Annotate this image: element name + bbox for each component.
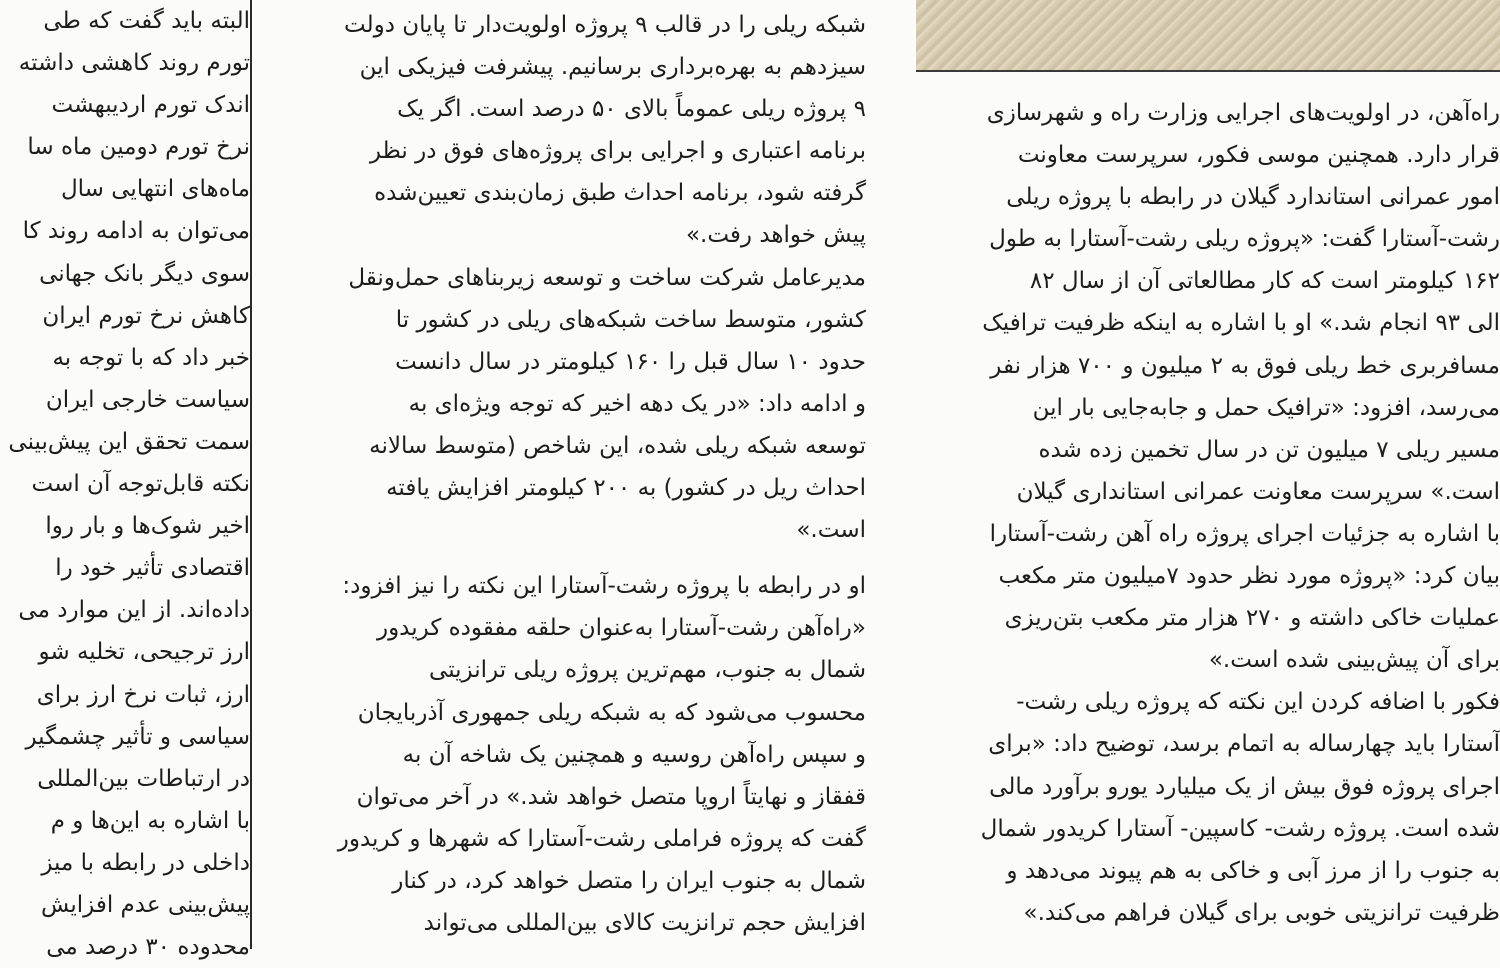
text-line: داده‌اند. از این موارد می xyxy=(18,597,250,624)
text-line: او در رابطه با پروژه رشت-آستارا این نکته را نیز افزود: xyxy=(342,573,866,600)
text-line: محسوب می‌شود که به شبکه ریلی جمهوری آذربایجان xyxy=(357,699,866,726)
text-line: ماه‌های انتهایی سال xyxy=(60,176,250,203)
text-line: سیزدهم به بهره‌برداری برسانیم. پیشرفت فیزیکی این xyxy=(359,54,866,81)
text-line: است.» سرپرست معاونت عمرانی استانداری گیلان xyxy=(1016,478,1500,505)
text-line: عملیات خاکی داشته و ۲۷۰ هزار متر مکعب بتن‌ریزی xyxy=(1004,605,1500,632)
text-line: سیاسی و تأثیر چشمگیر xyxy=(25,723,250,750)
text-line: محدوده ۳۰ درصد می xyxy=(46,934,250,961)
text-line: بیان کرد: «پروژه مورد نظر حدود ۷میلیون متر مکعب xyxy=(998,563,1500,590)
text-line: اقتصادی تأثیر خود را xyxy=(55,555,250,582)
text-line: می‌توان به ادامه روند کا xyxy=(22,218,250,245)
text-line: توسعه شبکه ریلی شده، این شاخص (متوسط سالانه xyxy=(369,432,866,459)
text-line: البته باید گفت که طی xyxy=(43,8,250,34)
text-line: امور عمرانی استاندارد گیلان در رابطه با پروژه ریلی xyxy=(1006,184,1500,211)
text-line: راه‌آهن، در اولویت‌های اجرایی وزارت راه و شهرسازی xyxy=(986,100,1500,126)
text-line: تورم روند کاهشی داشته xyxy=(18,50,250,77)
text-line: رشت-آستارا گفت: «پروژه ریلی رشت-آستارا به طول xyxy=(989,226,1500,253)
text-line: الی ۹۳ انجام شد.» او با اشاره به اینکه ظرفیت ترافیک xyxy=(982,310,1500,337)
text-line: شده است. پروژه رشت- کاسپین- آستارا کریدور شمال xyxy=(980,815,1500,842)
text-line: ۱۶۲ کیلومتر است که کار مطالعاتی آن از سال ۸۲ xyxy=(1029,268,1500,295)
column-divider xyxy=(250,0,252,949)
text-line: در ارتباطات بین‌المللی xyxy=(37,765,250,792)
text-line: شمال به جنوب ایران را متصل خواهد کرد، در کنار xyxy=(392,867,866,894)
text-line: و سپس راه‌آهن روسیه و همچنین یک شاخه آن به xyxy=(402,741,866,768)
text-line: مسیر ریلی ۷ میلیون تن در سال تخمین زده شده xyxy=(1038,436,1500,463)
text-line: با اشاره به این‌ها و م xyxy=(50,807,250,834)
text-line: پیش خواهد رفت.» xyxy=(685,222,866,249)
text-line: پیش‌بینی عدم افزایش xyxy=(41,891,250,918)
article-column-left xyxy=(0,0,250,968)
text-line: اخیر شوک‌ها و بار روا xyxy=(45,513,250,540)
text-line: با اشاره به جزئیات اجرای پروژه راه آهن رشت-آستارا xyxy=(989,520,1500,547)
text-line: و ادامه داد: «در یک دهه اخیر که توجه ویژه‌ای به xyxy=(408,390,866,417)
text-line: به جنوب را از مرز آبی و خاکی به هم پیوند می‌دهد و xyxy=(1006,857,1500,884)
text-line: کاهش نرخ تورم ایران xyxy=(42,302,250,329)
text-line: اندک تورم اردیبهشت xyxy=(51,92,250,119)
text-line: سوی دیگر بانک جهانی xyxy=(39,260,250,287)
text-line: شمال به جنوب، مهم‌ترین پروژه ریلی ترانزیتی xyxy=(429,657,866,684)
text-line: آستارا باید چهارساله به اتمام برسد، توضیح داد: «برای xyxy=(988,731,1500,758)
text-line: خبر داد که با توجه به xyxy=(52,344,250,371)
text-line: برنامه اعتباری و اجرایی برای پروژه‌های فوق در نظر xyxy=(369,138,866,165)
text-line: گرفته شود، برنامه احداث طبق زمان‌بندی تعیین‌شده xyxy=(374,180,866,207)
text-line: قفقاز و نهایتاً اروپا متصل خواهد شد.» در آخر می‌توان xyxy=(356,783,866,810)
text-line: حدود ۱۰ سال قبل را ۱۶۰ کیلومتر در سال دانست xyxy=(395,348,866,375)
text-line: است.» xyxy=(796,517,866,544)
text-line: «راه‌آهن رشت-آستارا به‌عنوان حلقه مفقوده کریدور xyxy=(376,615,866,642)
text-line: مدیرعامل شرکت ساخت و توسعه زیربناهای حمل‌ونقل xyxy=(348,264,866,291)
article-column-middle xyxy=(300,4,866,944)
text-line: داخلی در رابطه با میز xyxy=(41,849,250,876)
text-line: ۹ پروژه ریلی عموماً بالای ۵۰ درصد است. اگر یک xyxy=(397,96,866,123)
text-line: نرخ تورم دومین ماه سا xyxy=(27,134,250,161)
text-line: برای آن پیش‌بینی شده است.» xyxy=(1208,647,1500,674)
text-line: قرار دارد. همچنین موسی فکور، سرپرست معاونت xyxy=(1017,142,1500,169)
text-line: ارز ترجیحی، تخلیه شو xyxy=(38,639,250,666)
text-line: ظرفیت ترانزیتی خوبی برای گیلان فراهم می‌کند.» xyxy=(1023,899,1500,926)
article-photo xyxy=(916,0,1500,72)
text-line: سیاست خارجی ایران xyxy=(45,386,250,413)
text-line: احداث ریل در کشور) به ۲۰۰ کیلومتر افزایش یافته xyxy=(386,475,866,502)
text-line: مسافربری خط ریلی فوق به ۲ میلیون و ۷۰۰ هزار نفر xyxy=(990,352,1500,379)
text-line: ارز، ثبات نرخ ارز برای xyxy=(36,681,250,708)
text-line: نکته قابل‌توجه آن است xyxy=(31,471,250,498)
text-line: می‌رسد، افزود: «ترافیک حمل و جابه‌جایی بار این xyxy=(1032,394,1500,421)
text-line: افزایش حجم ترانزیت کالای بین‌المللی می‌تواند xyxy=(423,909,866,936)
text-line: کشور، متوسط ساخت شبکه‌های ریلی در کشور تا xyxy=(395,306,866,333)
text-line: فکور با اضافه کردن این نکته که پروژه ریلی رشت- xyxy=(1016,689,1500,716)
text-line: اجرای پروژه فوق بیش از یک میلیارد یورو برآورد مالی xyxy=(989,773,1500,800)
text-line: شبکه ریلی را در قالب ۹ پروژه اولویت‌دار تا پایان دولت xyxy=(344,12,866,38)
text-line: گفت که پروژه فراملی رشت-آستارا که شهرها و کریدور xyxy=(337,825,866,852)
text-line: سمت تحقق این پیش‌بینی xyxy=(8,428,250,455)
article-column-right xyxy=(916,92,1500,934)
